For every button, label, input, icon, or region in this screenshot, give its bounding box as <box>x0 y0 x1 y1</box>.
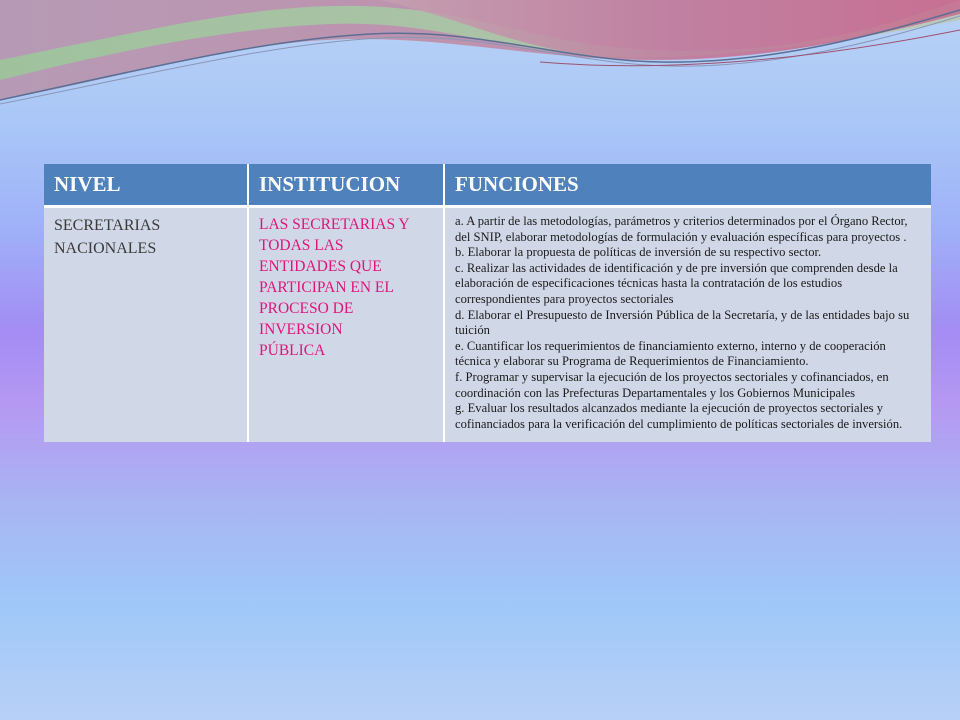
funcion-item-c: c. Realizar las actividades de identificación y de pre inversión que comprenden desde la elaboración de especificaciones técnicas hasta la contratación de los estudios correspondientes para proyectos sectoriales <box>455 260 898 306</box>
funciones-table-container <box>44 164 931 442</box>
cell-institucion <box>248 207 444 443</box>
funcion-item-g: g. Evaluar los resultados alcanzados mediante la ejecución de proyectos sectoriales y cofinanciados para la verificación del cumplimiento de políticas sectoriales de inversión. <box>455 401 903 431</box>
funcion-item-b: b. Elaborar la propuesta de políticas de inversión de su respectivo sector. <box>455 245 822 260</box>
header-institucion: INSTITUCION <box>248 164 444 207</box>
table-row <box>44 207 931 443</box>
header-funciones: FUNCIONES <box>444 164 931 207</box>
institucion-text: LAS SECRETARIAS Y TODAS LAS ENTIDADES QUE PARTICIPAN EN EL PROCESO DE INVERSION PÚBLICA <box>259 216 410 359</box>
header-nivel: NIVEL <box>44 164 248 207</box>
cell-funciones <box>444 207 931 443</box>
funciones-list <box>455 214 921 432</box>
funciones-table <box>44 164 931 442</box>
funcion-item-a: a. A partir de las metodologías, parámetros y criterios determinados por el Órgano Rector, del SNIP, elaborar metodologías de formulación y evaluación específicas para proyectos . <box>455 214 908 244</box>
decorative-wave-banner <box>0 0 960 120</box>
table-header-row <box>44 164 931 207</box>
funcion-item-e: e. Cuantificar los requerimientos de financiamiento externo, interno y de cooperación técnica y elaborar su Programa de Requerimientos de Financiamiento. <box>455 338 886 369</box>
funcion-item-d: d. Elaborar el Presupuesto de Inversión Pública de la Secretaría, y de las entidades bajo su tuición <box>455 307 910 338</box>
funcion-item-f: f. Programar y supervisar la ejecución de los proyectos sectoriales y cofinanciados, en coordinación con las Prefecturas Departamentales y los Gobiernos Municipales <box>455 369 889 400</box>
nivel-text: SECRETARIAS NACIONALES <box>54 217 161 257</box>
cell-nivel <box>44 207 248 443</box>
